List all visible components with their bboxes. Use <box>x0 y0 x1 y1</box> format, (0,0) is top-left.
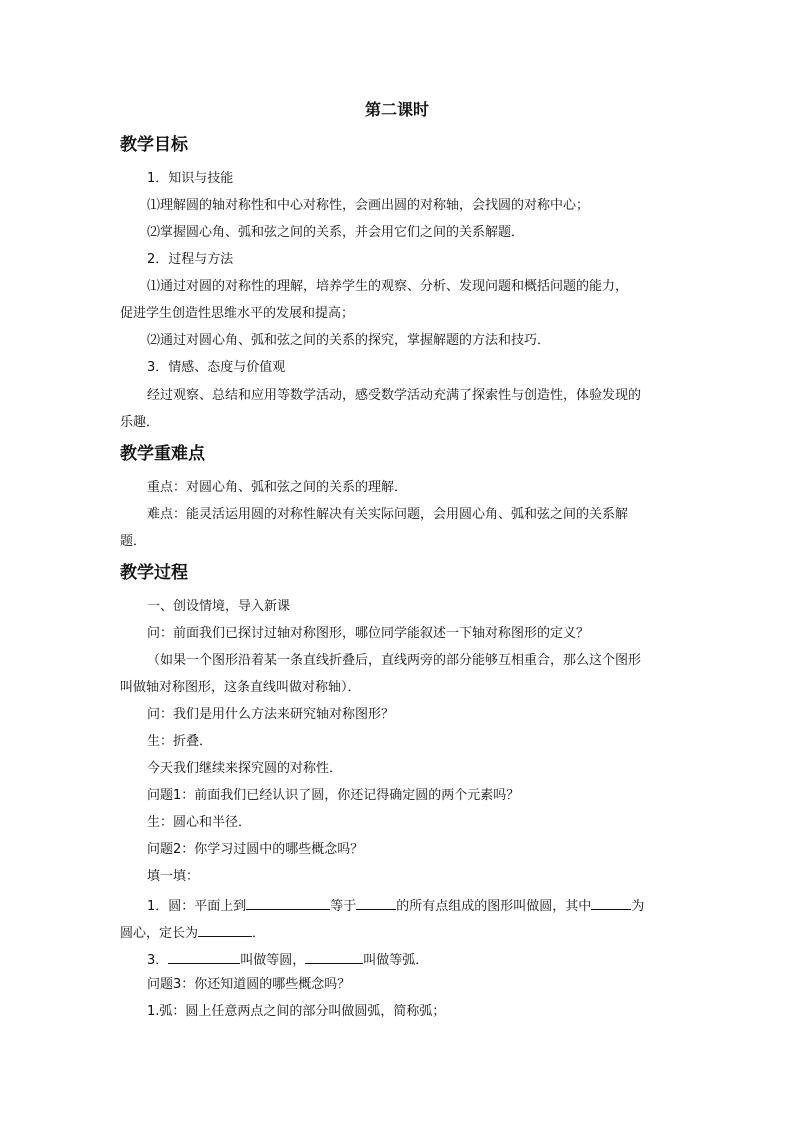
section-heading-process: 教学过程 <box>120 563 188 583</box>
question-text: 等于 <box>330 899 357 914</box>
question-text: 的所有点组成的图形叫做圆，其中 <box>396 899 592 914</box>
answer-blank[interactable] <box>356 894 396 910</box>
goal-item-3: 3．情感、态度与价值观 <box>147 360 286 375</box>
fill-blank-question-1-cont <box>120 921 265 944</box>
process-text: 1.弧：圆上任意两点之间的部分叫做圆弧，简称弧； <box>147 1004 446 1019</box>
process-text: 今天我们继续来探究圆的对称性． <box>147 761 343 776</box>
process-text: 生：圆心和半径． <box>147 815 252 830</box>
process-text: 问：前面我们已探讨过轴对称图形，哪位同学能叙述一下轴对称图形的定义？ <box>147 626 590 641</box>
fill-blank-question-1 <box>147 894 644 917</box>
difficulty-text: 难点：能灵活运用圆的对称性解决有关实际问题，会用圆心角、弧和弦之间的关系解 <box>147 507 629 522</box>
process-text: 问题3：你还知道圆的哪些概念吗？ <box>147 977 351 992</box>
question-text: 叫做等弧． <box>363 953 429 968</box>
process-text: （如果一个图形沿着某一条直线折叠后，直线两旁的部分能够互相重合，那么这个图形 <box>147 653 642 668</box>
answer-blank[interactable] <box>198 921 252 937</box>
question-text: ． <box>252 926 266 941</box>
goal-text: ⑴理解圆的轴对称性和中心对称性，会画出圆的对称轴，会找圆的对称中心； <box>147 198 590 213</box>
process-text: 叫做轴对称图形，这条直线叫做对称轴）． <box>120 680 361 695</box>
difficulty-text: 题． <box>120 534 147 549</box>
goal-text: 经过观察、总结和应用等数学活动，感受数学活动充满了探索性与创造性，体验发现的 <box>147 388 642 403</box>
key-point-text: 重点：对圆心角、弧和弦之间的关系的理解． <box>147 480 408 495</box>
answer-blank[interactable] <box>591 894 631 910</box>
question-text: 为 <box>631 899 645 914</box>
question-text: 3． <box>147 953 169 968</box>
goal-text: ⑵掌握圆心角、弧和弦之间的关系，并会用它们之间的关系解题． <box>147 225 525 240</box>
question-text: 叫做等圆， <box>240 953 306 968</box>
section-heading-key-points: 教学重难点 <box>120 444 205 464</box>
process-text: 问：我们是用什么方法来研究轴对称图形？ <box>147 707 395 722</box>
answer-blank[interactable] <box>246 894 330 910</box>
process-text: 填一填： <box>147 869 200 884</box>
answer-blank[interactable] <box>305 948 363 964</box>
process-text: 生：折叠． <box>147 734 213 749</box>
goal-text: ⑴通过对圆的对称性的理解，培养学生的观察、分析、发现问题和概括问题的能力， <box>147 279 629 294</box>
goal-text: 促进学生创造性思维水平的发展和提高； <box>120 306 355 321</box>
goal-text: 乐趣． <box>120 415 160 430</box>
goal-text: ⑵通过对圆心角、弧和弦之间的关系的探究，掌握解题的方法和技巧． <box>147 333 551 348</box>
fill-blank-question-3 <box>147 948 428 971</box>
goal-item-1: 1．知识与技能 <box>147 171 234 186</box>
question-text: 圆心，定长为 <box>120 926 199 941</box>
goal-item-2: 2．过程与方法 <box>147 252 234 267</box>
page-title: 第二课时 <box>364 100 429 119</box>
process-text: 问题2：你学习过圆中的哪些概念吗？ <box>147 842 364 857</box>
answer-blank[interactable] <box>168 948 240 964</box>
section-heading-goals: 教学目标 <box>120 135 188 155</box>
question-text: 1．圆：平面上到 <box>147 899 247 914</box>
process-text: 问题1：前面我们已经认识了圆，你还记得确定圆的两个元素吗？ <box>147 788 520 803</box>
process-text: 一、创设情境，导入新课 <box>147 599 291 614</box>
